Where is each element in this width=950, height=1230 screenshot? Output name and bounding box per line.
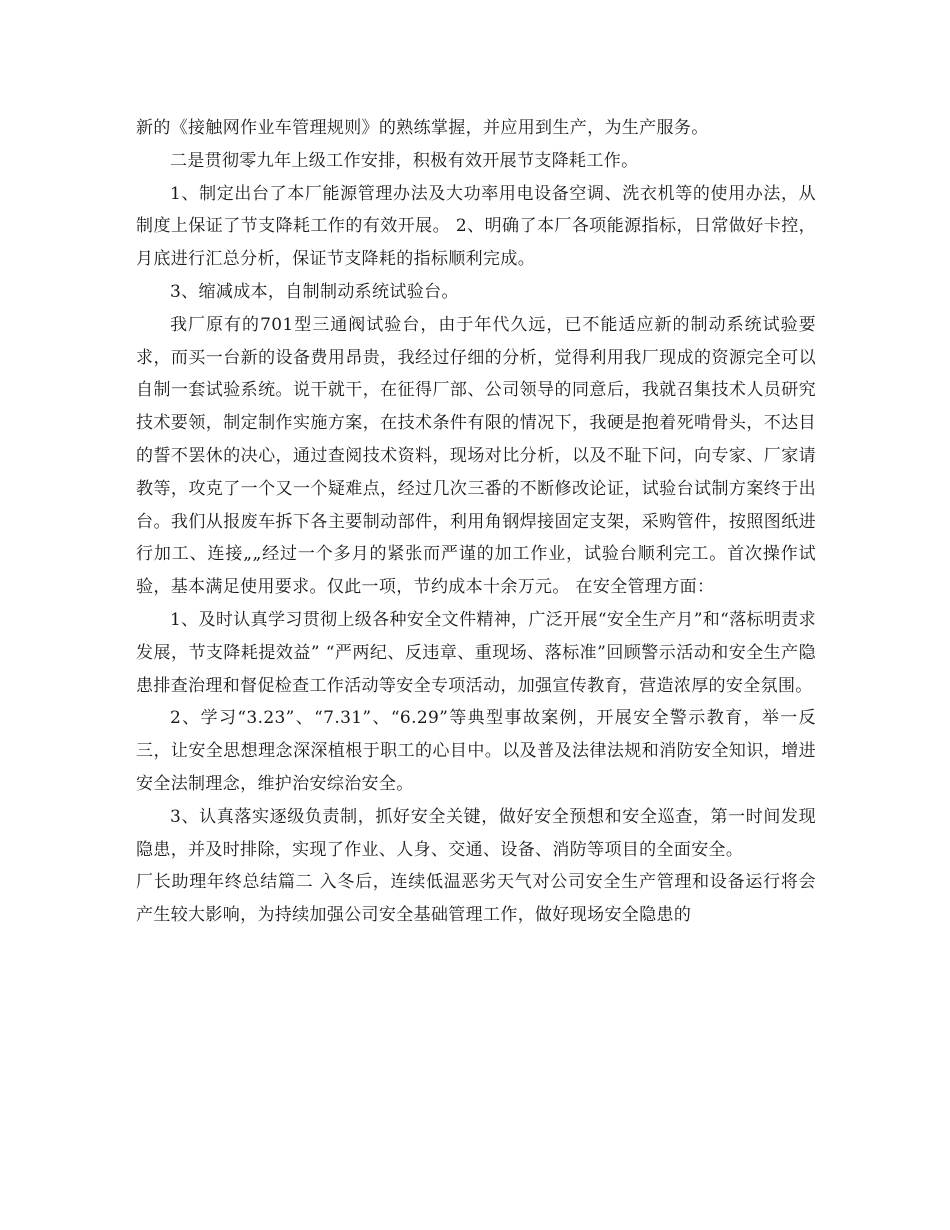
paragraph: 我厂原有的701型三通阀试验台，由于年代久远，已不能适应新的制动系统试验要求，而买一台新的设备费用昂贵，我经过仔细的分析，觉得利用我厂现成的资源完全可以自制一套试验系统。说干就干，在征得厂部、公司领导的同意后，我就召集技术人员研究技术要领，制定制作实施方案，在技术条件有限的情况下，我硬是抱着死啃骨头，不达目的誓不罢休的决心，通过查阅技术资料，现场对比分析，以及不耻下问，向专家、厂家请教等，攻克了一个又一个疑难点，经过几次三番的不断修改论证，试验台试制方案终于出台。我们从报废车拆下各主要制动部件，利用角钢焊接固定支架，采购管件，按照图纸进行加工、连接„„经过一个多月的紧张而严谨的加工作业，试验台顺利完工。首次操作试验，基本满足使用要求。仅此一项，节约成本十余万元。 在安全管理方面： [136,314,816,598]
paragraph: 2、学习“3.23”、“7.31”、“6.29”等典型事故案例，开展安全警示教育，举一反三，让安全思想理念深深植根于职工的心目中。以及普及法律法规和消防安全知识，增进安全法制理念，维护治安综治安全。 [136,708,816,794]
paragraph: 3、认真落实逐级负责制，抓好安全关键，做好安全预想和安全巡查，第一时间发现隐患，并及时排除，实现了作业、人身、交通、设备、消防等项目的全面安全。 [136,806,816,860]
paragraph: 二是贯彻零九年上级工作安排，积极有效开展节支降耗工作。 [170,150,639,171]
paragraph: 新的《接触网作业车管理规则》的熟练掌握，并应用到生产，为生产服务。 [136,118,709,138]
document-body [136,112,816,932]
paragraph: 1、制定出台了本厂能源管理办法及大功率用电设备空调、洗衣机等的使用办法，从制度上保证了节支降耗工作的有效开展。 2、明确了本厂各项能源指标，日常做好卡控，月底进行汇总分析，保证节支降耗的指标顺利完成。 [136,183,816,270]
paragraph: 1、及时认真学习贯彻上级各种安全文件精神，广泛开展“安全生产月”和“落标明责求发展，节支降耗提效益” “严两纪、反违章、重现场、落标准”回顾警示活动和安全生产隐患排查治理和督促检查工作活动等安全专项活动，加强宣传教育，营造浓厚的安全氛围。 [136,609,816,696]
section-heading-paragraph: 厂长助理年终总结篇二 入冬后，连续低温恶劣天气对公司安全生产管理和设备运行将会产生较大影响，为持续加强公司安全基础管理工作，做好现场安全隐患的 [136,872,816,926]
paragraph: 3、缩减成本，自制制动系统试验台。 [170,281,459,302]
